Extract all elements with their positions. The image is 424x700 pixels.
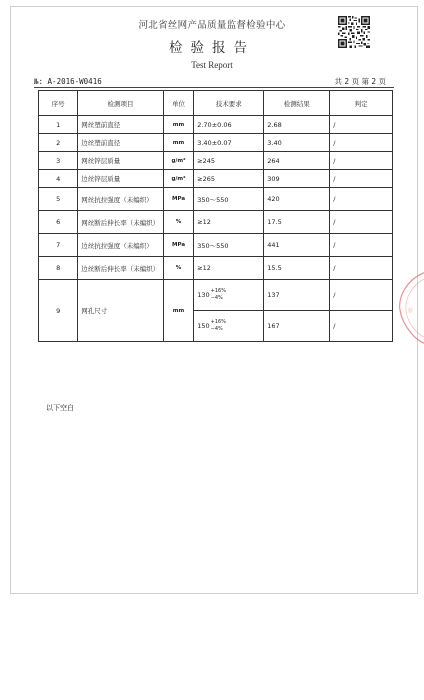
red-seal-stamp	[396, 270, 424, 346]
qr-code-icon	[338, 16, 370, 48]
header-item: 检测项目	[78, 91, 164, 116]
table-row	[39, 188, 393, 211]
cell-judgement: /	[330, 188, 393, 211]
svg-text:验: 验	[408, 308, 414, 314]
cell-requirement: ≥265	[194, 170, 264, 188]
cell-unit: MPa	[163, 234, 193, 257]
cell-requirement: 350～550	[194, 188, 264, 211]
cell-requirement: ≥12	[194, 257, 264, 280]
tolerance-band	[211, 288, 226, 302]
cell-judgement: /	[330, 211, 393, 234]
header-result: 检测结果	[264, 91, 330, 116]
cell-result: 3.40	[264, 134, 330, 152]
cell-requirement: 3.40±0.07	[194, 134, 264, 152]
cell-unit: mm	[163, 116, 193, 134]
tolerance-base: 130	[197, 291, 210, 299]
tolerance-plus: +16%	[210, 319, 226, 325]
cell-requirement	[194, 311, 264, 342]
table-row	[39, 116, 393, 134]
cell-item: 网丝断后伸长率（未编织）	[78, 211, 164, 234]
cell-judgement: /	[330, 134, 393, 152]
page-count: 共 2 页 第 2 页	[334, 77, 386, 86]
header-no: 序号	[39, 91, 78, 116]
cell-item: 边丝锌层质量	[78, 170, 164, 188]
cell-item: 网孔尺寸	[78, 280, 164, 342]
cell-no: 7	[39, 234, 78, 257]
cell-requirement: 2.70±0.06	[194, 116, 264, 134]
table-header-row	[39, 91, 393, 116]
header-unit: 单位	[163, 91, 193, 116]
cell-result: 167	[264, 311, 330, 342]
cell-item: 网丝塑前直径	[78, 116, 164, 134]
header-rule	[34, 87, 394, 88]
cell-requirement	[194, 280, 264, 311]
cell-requirement: 350～550	[194, 234, 264, 257]
cell-unit: mm	[163, 280, 193, 342]
cell-no: 1	[39, 116, 78, 134]
cell-no: 6	[39, 211, 78, 234]
cell-item: 边丝塑前直径	[78, 134, 164, 152]
tolerance-minus: −4%	[210, 326, 223, 332]
cell-result: 17.5	[264, 211, 330, 234]
tolerance-plus: +16%	[210, 288, 226, 294]
cell-result: 264	[264, 152, 330, 170]
table-row	[39, 280, 393, 311]
cell-result: 137	[264, 280, 330, 311]
cell-judgement: /	[330, 311, 393, 342]
blank-below-note: 以下空白	[46, 404, 74, 412]
table-row	[39, 234, 393, 257]
table-row	[39, 257, 393, 280]
cell-requirement: ≥12	[194, 211, 264, 234]
table-row	[39, 152, 393, 170]
table-row	[39, 134, 393, 152]
cell-unit: %	[163, 211, 193, 234]
tolerance-base: 150	[197, 322, 210, 330]
cell-result: 309	[264, 170, 330, 188]
header-requirement: 技术要求	[194, 91, 264, 116]
cell-result: 441	[264, 234, 330, 257]
cell-result: 420	[264, 188, 330, 211]
cell-unit: g/m²	[163, 170, 193, 188]
cell-unit: %	[163, 257, 193, 280]
cell-item: 边丝断后伸长率（未编织）	[78, 257, 164, 280]
cell-item: 边丝抗拉强度（未编织）	[78, 234, 164, 257]
cell-no: 2	[39, 134, 78, 152]
cell-judgement: /	[330, 170, 393, 188]
cell-item: 网丝锌层质量	[78, 152, 164, 170]
cell-judgement: /	[330, 116, 393, 134]
cell-judgement: /	[330, 234, 393, 257]
report-title: 检验报告	[169, 40, 255, 56]
cell-no: 8	[39, 257, 78, 280]
cell-judgement: /	[330, 257, 393, 280]
report-number: №: A-2016-W0416	[34, 77, 102, 86]
table-row	[39, 211, 393, 234]
cell-no: 9	[39, 280, 78, 342]
test-results-table	[38, 90, 393, 342]
tolerance-band	[211, 319, 226, 333]
cell-requirement: ≥245	[194, 152, 264, 170]
cell-no: 5	[39, 188, 78, 211]
cell-no: 4	[39, 170, 78, 188]
cell-result: 2.68	[264, 116, 330, 134]
issuing-organization: 河北省丝网产品质量监督检验中心	[138, 20, 286, 31]
tolerance-minus: −4%	[210, 295, 223, 301]
cell-result: 15.5	[264, 257, 330, 280]
cell-unit: g/m²	[163, 152, 193, 170]
cell-no: 3	[39, 152, 78, 170]
report-subtitle: Test Report	[191, 60, 233, 70]
cell-unit: MPa	[163, 188, 193, 211]
cell-unit: mm	[163, 134, 193, 152]
table-row	[39, 170, 393, 188]
header-judgement: 判定	[330, 91, 393, 116]
cell-judgement: /	[330, 152, 393, 170]
cell-item: 网丝抗拉强度（未编织）	[78, 188, 164, 211]
cell-judgement: /	[330, 280, 393, 311]
